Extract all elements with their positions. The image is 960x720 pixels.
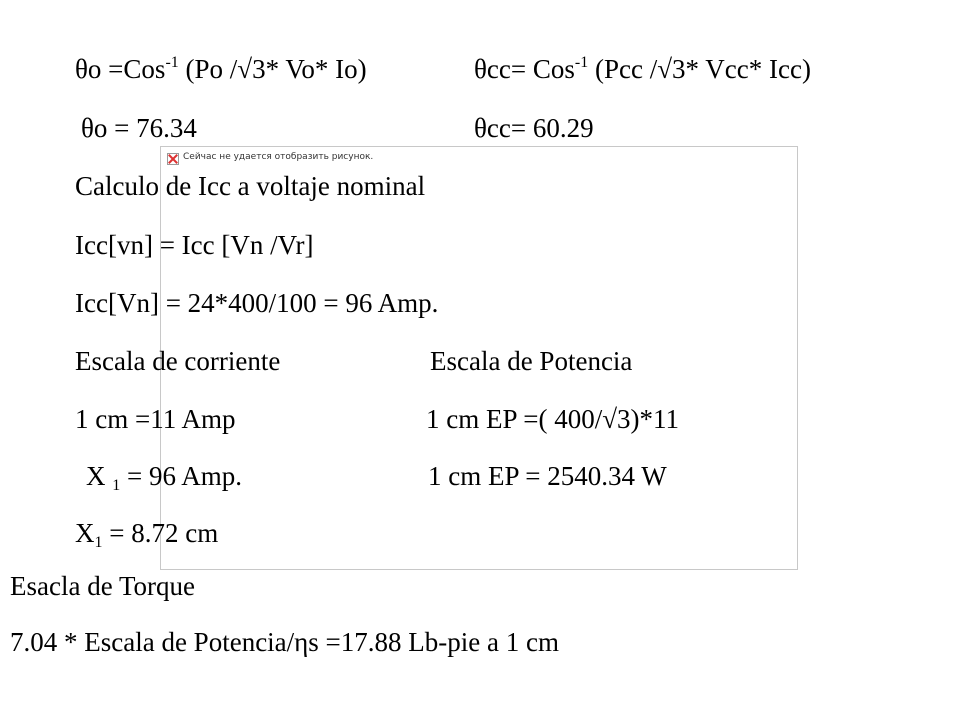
torque-scale-formula: 7.04 * Escala de Potencia/ηs =17.88 Lb-pie a 1 cm <box>10 627 559 657</box>
icc-heading: Calculo de Icc a voltaje nominal <box>75 171 426 201</box>
torque-scale-heading: Esacla de Torque <box>10 571 196 601</box>
broken-image-message: Сейчас не удается отобразить рисунок. <box>183 152 374 162</box>
power-scale-value: 1 cm EP = 2540.34 W <box>428 461 667 491</box>
icc-formula: Icc[vn] = Icc [Vn /Vr] <box>75 230 314 260</box>
power-scale-formula: 1 cm EP =( 400/√3)*11 <box>426 404 680 434</box>
x1-current: X $_1$ = 96 Amp. <box>86 461 242 494</box>
theta-cc-value: θcc= 60.29 <box>474 113 594 143</box>
theta-o-value: θo = 76.34 <box>81 113 197 143</box>
current-scale-value: 1 cm =11 Amp <box>75 404 236 434</box>
theta-cc-formula: θcc= Cos$^{-1}$ (Pcc /√3* Vcc* Icc) <box>474 54 811 84</box>
current-scale-label: Escala de corriente <box>75 346 281 376</box>
x1-length: $X_1 = 8.72$ cm <box>75 518 219 551</box>
broken-image-icon <box>167 153 179 165</box>
icc-result: Icc[Vn] = 24*400/100 = 96 Amp. <box>75 288 439 318</box>
power-scale-label: Escala de Potencia <box>430 346 633 376</box>
theta-o-formula: θo =Cos$^{-1}$ (Po /√3* Vo* Io) <box>75 54 367 84</box>
